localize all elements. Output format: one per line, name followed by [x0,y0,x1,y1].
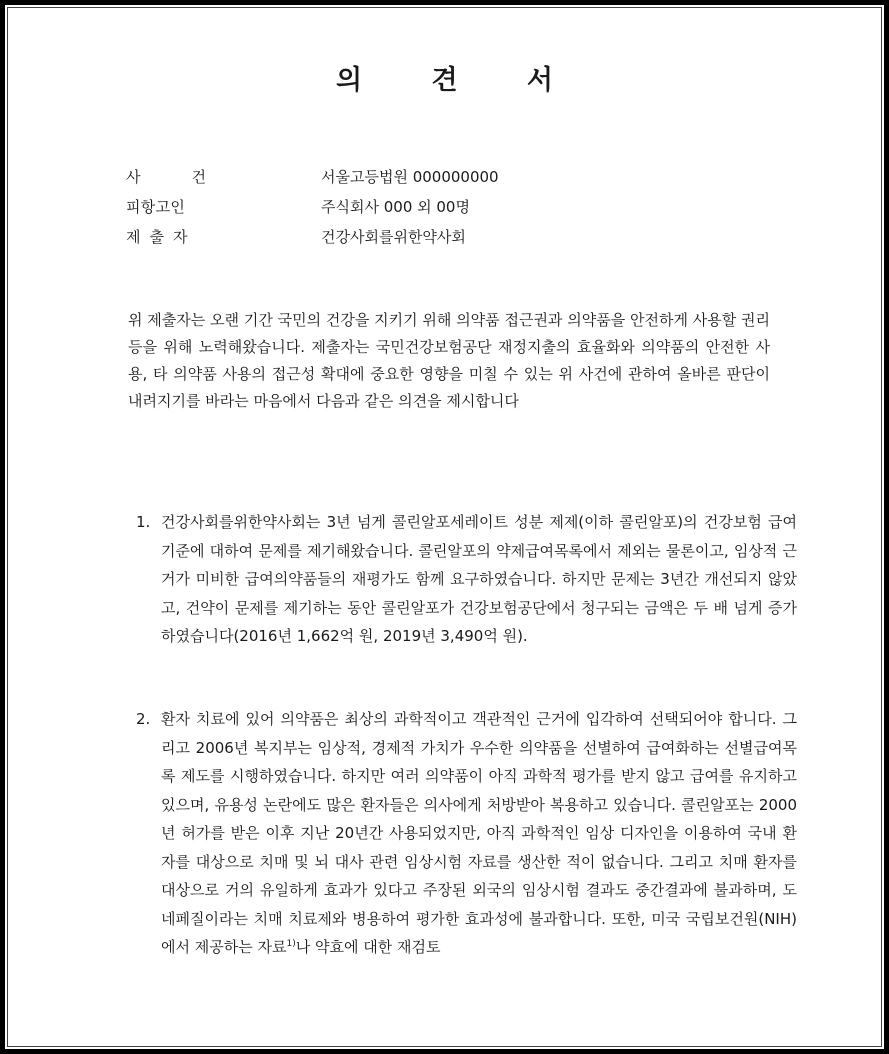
case-info [126,166,499,256]
case-value: 서울고등법원 000000000 [321,168,499,186]
case-info-row-respondent [126,196,499,226]
item-text: 환자 치료에 있어 의약품은 최상의 과학적이고 객관적인 근거에 입각하여 선택되어야 합니다. 그리고 2006년 복지부는 임상적, 경제적 가치가 우수한 의약품을 선별하여 급여화하는 선별급여목록 제도를 시행하였습니다. 하지만 여러 의약품이 아직 과학적 평가를 받지 않고 급여를 유지하고 있으며, 유용성 논란에도 많은 환자들은 의사에게 처방받아 복용하고 있습니다. 콜린알포는 2000년 허가를 받은 이후 지난 20년간 사용되었지만, 아직 과학적인 임상 디자인을 이용하여 국내 환자를 대상으로 치매 및 뇌 대사 관련 임상시험 자료를 생산한 적이 없습니다. 그리고 치매 환자를 대상으로 거의 유일하게 효과가 있다고 주장된 외국의 임상시험 결과도 중간결과에 불과하며, 도네페질이라는 치매 치료제와 병용하여 평가한 효과성에 불과합니다. 또한, 미국 국립보건원(NIH)에서 제공하는 자료 [161,710,797,956]
respondent-label: 피항고인 [126,198,186,216]
page-border [7,7,882,1047]
item-text: 건강사회를위한약사회는 3년 넘게 콜린알포세레이트 성분 제제(이하 콜린알포)의 건강보험 급여기준에 대하여 문제를 제기해왔습니다. 콜린알포의 약제급여목록에서 제외는 물론이고, 임상적 근거가 미비한 급여의약품들의 재평가도 함께 요구하였습니다. 하지만 문제는 3년간 개선되지 않았고, 건약이 문제를 제기하는 동안 콜린알포가 건강보험공단에서 청구되는 금액은 두 배 넘게 증가하였습니다(2016년 1,662억 원, 2019년 3,490억 원). [161,513,797,645]
submitter-label: 제출자 [126,228,197,246]
item-text-continued: 나 약효에 대한 재검토 [295,938,441,956]
opinion-item-1 [136,508,797,651]
submitter-value: 건강사회를위한약사회 [321,228,466,246]
intro-paragraph: 위 제출자는 오랜 기간 국민의 건강을 지키기 위해 의약품 접근권과 의약품을 안전하게 사용할 권리 등을 위해 노력해왔습니다. 제출자는 국민건강보험공단 재정지출의 효율화와 의약품의 안전한 사용, 타 의약품 사용의 접근성 확대에 중요한 영향을 미칠 수 있는 위 사건에 관하여 올바른 판단이 내려지기를 바라는 마음에서 다음과 같은 의견을 제시합니다 [128,311,770,410]
footnote-marker: 1) [286,939,296,949]
document-title: 의 견 서 [335,65,584,96]
respondent-value: 주식회사 000 외 00명 [321,198,470,216]
case-info-row-case [126,166,499,196]
item-number: 1. [136,513,151,531]
case-label: 사건 [126,168,257,186]
opinion-item-2 [136,705,797,962]
case-info-row-submitter [126,226,499,256]
item-number: 2. [136,710,151,728]
